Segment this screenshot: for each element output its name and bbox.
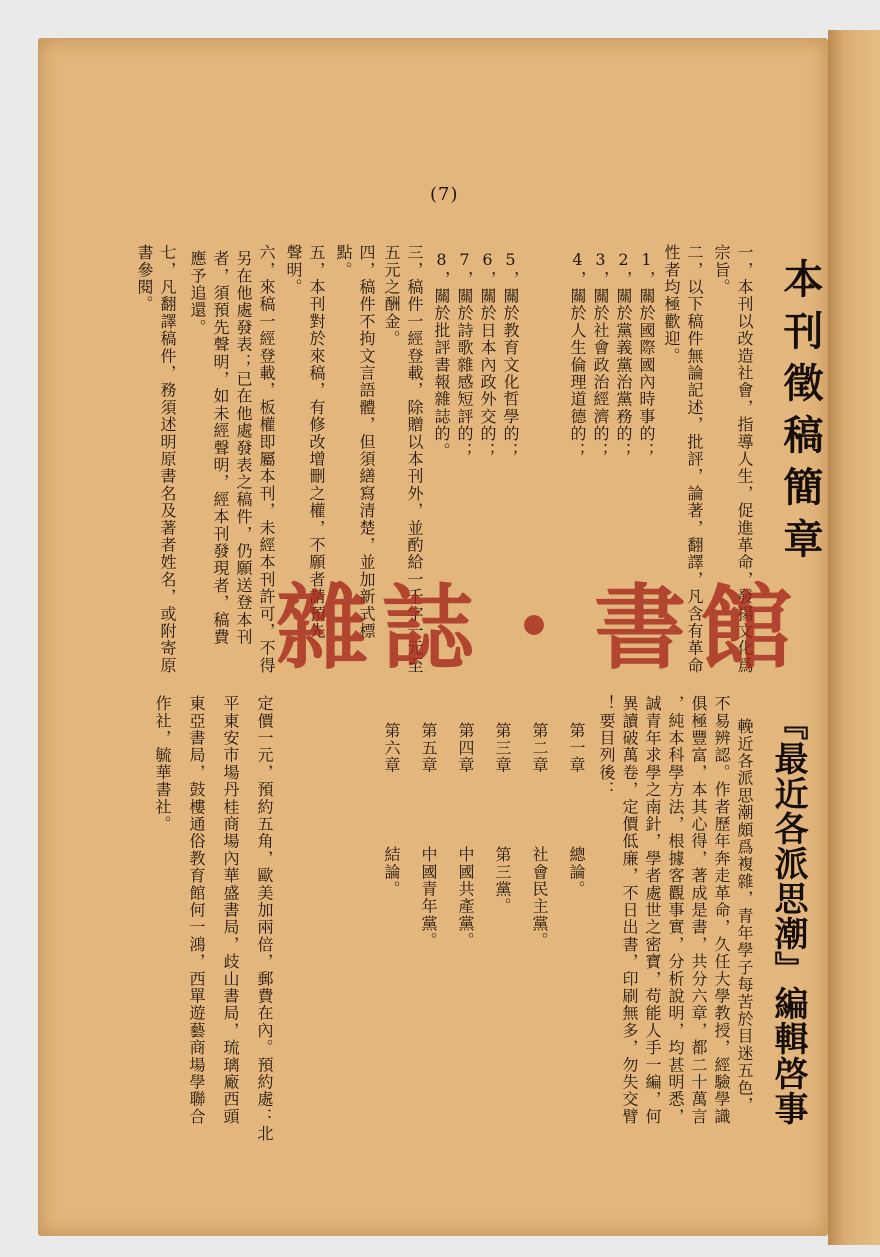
notice-line-4: ，純本科學方法，根據客觀事實，分析說明，均甚明悉， — [666, 695, 685, 1125]
submission-line-21: 者，須預先聲明，如未經聲明，經本刊發現者，稿費 — [211, 250, 230, 646]
chapter-name-5: 中國青年黨。 — [419, 846, 438, 950]
submission-line-2: 宗旨。 — [712, 244, 731, 296]
chapter-name-1: 總論。 — [567, 846, 586, 898]
submission-line-1: 一，本刊以改造社會，指導人生，促進革命，發揚文化爲 — [735, 244, 754, 674]
chapter-name-6: 結論。 — [382, 846, 401, 898]
submission-line-18: 聲明。 — [284, 244, 303, 296]
submission-line-9: 5，關於教育文化哲學的； — [501, 250, 520, 460]
submission-line-13: 三，稿件一經登載，除贈以本刊外，並酌給一千字一元至 — [405, 244, 424, 674]
book-spine-edge — [828, 30, 880, 1245]
submission-line-16: 點。 — [334, 244, 353, 279]
chapter-label-6: 第六章 — [382, 722, 401, 774]
chapter-label-1: 第一章 — [567, 722, 586, 774]
chapter-label-2: 第二章 — [530, 722, 549, 774]
submission-line-5: 1，關於國際國內時事的； — [637, 250, 656, 460]
library-stamp: 雜誌・書館 — [276, 574, 807, 682]
submission-line-12: 8，關於批評書報雜誌的。 — [432, 250, 451, 460]
right-section-title: 『最近各派思潮』編輯啓事 — [768, 706, 808, 1126]
submission-line-23: 七，凡翻譯稿件，務須述明原書名及著者姓名，或附寄原 — [158, 244, 177, 674]
submission-line-20: 另在他處發表；已在他處發表之稿件，仍願送登本刊 — [234, 250, 253, 646]
notice-line-1: 輓近各派思潮頗爲複雜，青年學子每苦於目迷五色， — [735, 718, 754, 1114]
chapter-name-2: 社會民主黨。 — [530, 846, 549, 950]
submission-line-8: 4，關於人生倫理道德的； — [568, 250, 587, 460]
submission-line-19: 六，來稿一經登載，板權即屬本刊，未經本刊許可，不得 — [257, 244, 276, 674]
left-section-title: 本刊徵稿簡章 — [777, 258, 824, 570]
price-line-3: 東亞書局，鼓樓通俗教育館何一鴻，西單遊藝商場學聯合 — [187, 695, 206, 1125]
price-line-4: 作社，毓華書社。 — [153, 695, 172, 833]
submission-line-4: 性者均極歡迎。 — [662, 244, 681, 365]
chapter-label-3: 第三章 — [493, 722, 512, 774]
notice-line-3: 俱極豐富，本其心得，著成是書，共分六章，都二十萬言 — [689, 695, 708, 1125]
submission-line-10: 6，關於日本內政外交的； — [478, 250, 497, 460]
price-line-1: 定價一元，預約五角，歐美加兩倍，郵費在內。預約處：北 — [255, 695, 274, 1143]
chapter-label-4: 第四章 — [456, 722, 475, 774]
submission-line-3: 二，以下稿件無論記述，批評，論著，翻譯，凡含有革命 — [685, 244, 704, 674]
submission-line-22: 應予追還。 — [188, 250, 207, 336]
submission-line-11: 7，關於詩歌雜感短評的； — [455, 250, 474, 460]
notice-line-5: 誠青年求學之南針，學者處世之密寶，苟能人手一編，何 — [643, 695, 662, 1125]
submission-line-15: 四，稿件不拘文言語體，但須繕寫清楚，並加新式標 — [357, 244, 376, 640]
chapter-name-3: 第三黨。 — [493, 846, 512, 915]
notice-line-2: 不易辨認。作者歷年奔走革命，久任大學教授，經驗學識 — [712, 695, 731, 1125]
submission-line-6: 2，關於黨義黨治黨務的； — [614, 250, 633, 460]
page-number: (7) — [430, 184, 459, 205]
submission-line-14: 五元之酬金。 — [382, 244, 401, 348]
submission-line-17: 五，本刊對於來稿，有修改增刪之權，不願者請預先 — [307, 244, 326, 640]
notice-line-7: ！要目列後： — [597, 695, 616, 799]
chapter-name-4: 中國共產黨。 — [456, 846, 475, 950]
submission-line-24: 書參閱。 — [135, 244, 154, 313]
submission-line-7: 3，關於社會政治經濟的； — [591, 250, 610, 460]
chapter-label-5: 第五章 — [419, 722, 438, 774]
notice-line-6: 異讀破萬卷，定價低廉，不日出書，印刷無多，勿失交臂 — [620, 695, 639, 1125]
price-line-2: 平東安市場丹桂商場內華盛書局，歧山書局，琉璃廠西頭 — [221, 695, 240, 1125]
